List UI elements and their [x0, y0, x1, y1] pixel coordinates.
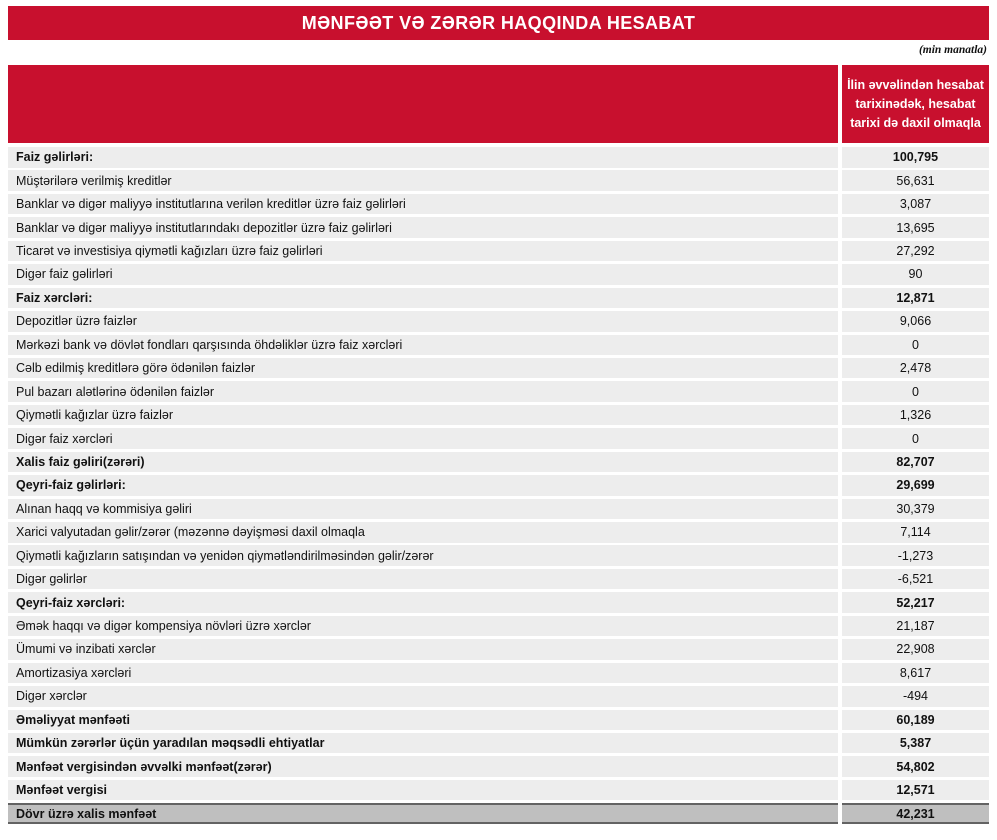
- row-value: 13,695: [842, 217, 989, 238]
- row-value: 9,066: [842, 311, 989, 332]
- row-value: 0: [842, 335, 989, 356]
- row-value: 29,699: [842, 475, 989, 496]
- row-label: Qeyri-faiz gəlirləri:: [8, 475, 838, 496]
- row-label: Qiymətli kağızlar üzrə faizlər: [8, 405, 838, 426]
- row-value: 5,387: [842, 733, 989, 754]
- row-value: 0: [842, 381, 989, 402]
- row-value: 22,908: [842, 639, 989, 660]
- row-value: 0: [842, 428, 989, 449]
- row-label: Digər faiz xərcləri: [8, 428, 838, 449]
- row-label: Qeyri-faiz xərcləri:: [8, 592, 838, 613]
- table-row: [8, 452, 989, 473]
- row-value: 2,478: [842, 358, 989, 379]
- row-label: Banklar və digər maliyyə institutlarındakı depozitlər üzrə faiz gəlirləri: [8, 217, 838, 238]
- row-value: 52,217: [842, 592, 989, 613]
- row-value: -494: [842, 686, 989, 707]
- row-value: -6,521: [842, 569, 989, 590]
- row-label: Pul bazarı alətlərinə ödənilən faizlər: [8, 381, 838, 402]
- row-value: 60,189: [842, 710, 989, 731]
- row-label: Dövr üzrə xalis mənfəət: [8, 803, 838, 824]
- row-label: Depozitlər üzrə faizlər: [8, 311, 838, 332]
- pl-table-body: [8, 147, 989, 824]
- table-row: [8, 217, 989, 238]
- row-value: 7,114: [842, 522, 989, 543]
- table-row: [8, 335, 989, 356]
- row-label: Mənfəət vergisi: [8, 780, 838, 801]
- table-row: [8, 499, 989, 520]
- row-value: -1,273: [842, 545, 989, 566]
- table-row: [8, 686, 989, 707]
- row-label: Digər xərclər: [8, 686, 838, 707]
- table-row: [8, 194, 989, 215]
- row-label: Faiz gəlirləri:: [8, 147, 838, 168]
- table-row: [8, 522, 989, 543]
- report-title-banner: [8, 6, 989, 40]
- table-row: [8, 803, 989, 824]
- table-row: [8, 780, 989, 801]
- row-label: Alınan haqq və kommisiya gəliri: [8, 499, 838, 520]
- table-row: [8, 405, 989, 426]
- table-row: [8, 358, 989, 379]
- table-row: [8, 710, 989, 731]
- row-label: Banklar və digər maliyyə institutlarına verilən kreditlər üzrə faiz gəlirləri: [8, 194, 838, 215]
- row-label: Amortizasiya xərcləri: [8, 663, 838, 684]
- row-value: 21,187: [842, 616, 989, 637]
- table-row: [8, 170, 989, 191]
- row-label: Xalis faiz gəliri(zərəri): [8, 452, 838, 473]
- row-value: 12,871: [842, 288, 989, 309]
- row-value: 100,795: [842, 147, 989, 168]
- row-value: 1,326: [842, 405, 989, 426]
- table-row: [8, 569, 989, 590]
- row-label: Digər faiz gəlirləri: [8, 264, 838, 285]
- table-row: [8, 592, 989, 613]
- table-header-row: [8, 65, 989, 143]
- header-value-column-label: İlin əvvəlindən hesabat tarixinədək, hesabat tarixi də daxil olmaqla: [842, 65, 989, 143]
- table-row: [8, 311, 989, 332]
- table-row: [8, 733, 989, 754]
- table-row: [8, 381, 989, 402]
- row-label: Digər gəlirlər: [8, 569, 838, 590]
- table-row: [8, 147, 989, 168]
- row-label: Əmək haqqı və digər kompensiya növləri üzrə xərclər: [8, 616, 838, 637]
- row-value: 27,292: [842, 241, 989, 262]
- table-row: [8, 756, 989, 777]
- row-label: Mənfəət vergisindən əvvəlki mənfəət(zərər): [8, 756, 838, 777]
- row-value: 30,379: [842, 499, 989, 520]
- table-row: [8, 616, 989, 637]
- row-label: Mümkün zərərlər üçün yaradılan məqsədli ehtiyatlar: [8, 733, 838, 754]
- row-value: 82,707: [842, 452, 989, 473]
- table-row: [8, 545, 989, 566]
- row-value: 42,231: [842, 803, 989, 824]
- table-row: [8, 663, 989, 684]
- row-value: 90: [842, 264, 989, 285]
- table-row: [8, 428, 989, 449]
- row-label: Cəlb edilmiş kreditlərə görə ödənilən faizlər: [8, 358, 838, 379]
- row-label: Xarici valyutadan gəlir/zərər (məzənnə dəyişməsi daxil olmaqla: [8, 522, 838, 543]
- table-row: [8, 475, 989, 496]
- table-row: [8, 264, 989, 285]
- row-label: Qiymətli kağızların satışından və yenidən qiymətləndirilməsindən gəlir/zərər: [8, 545, 838, 566]
- row-value: 54,802: [842, 756, 989, 777]
- row-label: Əməliyyat mənfəəti: [8, 710, 838, 731]
- row-value: 3,087: [842, 194, 989, 215]
- table-row: [8, 639, 989, 660]
- row-label: Mərkəzi bank və dövlət fondları qarşısında öhdəliklər üzrə faiz xərcləri: [8, 335, 838, 356]
- report-title: MƏNFƏƏT VƏ ZƏRƏR HAQQINDA HESABAT: [301, 12, 696, 33]
- row-value: 12,571: [842, 780, 989, 801]
- row-value: 8,617: [842, 663, 989, 684]
- row-value: 56,631: [842, 170, 989, 191]
- table-row: [8, 241, 989, 262]
- row-label: Faiz xərcləri:: [8, 288, 838, 309]
- unit-note: (min manatla): [918, 44, 987, 56]
- row-label: Müştərilərə verilmiş kreditlər: [8, 170, 838, 191]
- row-label: Ümumi və inzibati xərclər: [8, 639, 838, 660]
- header-spacer-cell: [8, 65, 838, 143]
- pl-table: [8, 65, 989, 827]
- table-row: [8, 288, 989, 309]
- row-label: Ticarət və investisiya qiymətli kağızları üzrə faiz gəlirləri: [8, 241, 838, 262]
